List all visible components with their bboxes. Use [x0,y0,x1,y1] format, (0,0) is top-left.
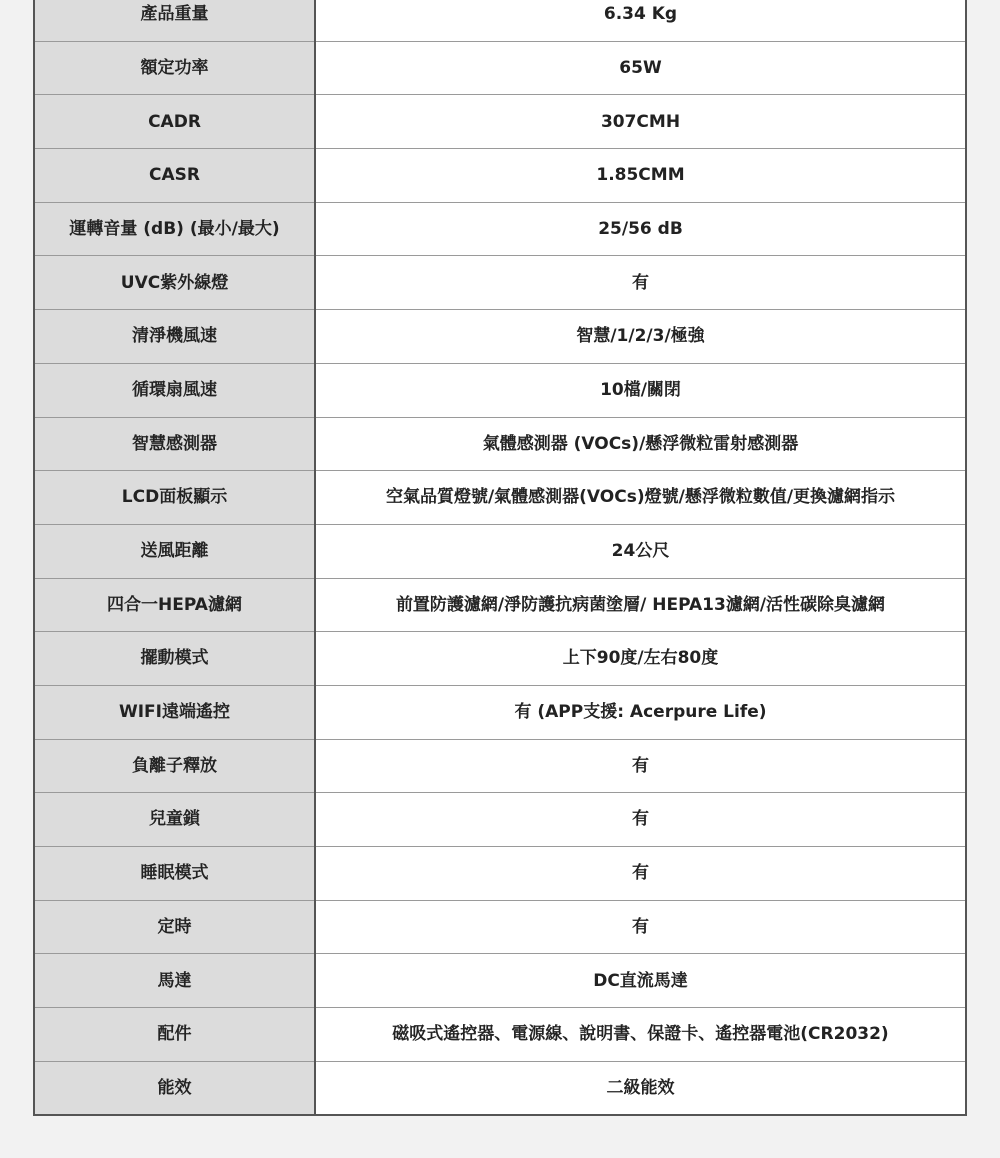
spec-label: 兒童鎖 [34,793,315,847]
spec-label: 運轉音量 (dB) (最小/最大) [34,202,315,256]
table-row [34,793,966,847]
spec-value: 智慧/1/2/3/極強 [315,310,966,364]
spec-value: 有 [315,739,966,793]
spec-value: DC直流馬達 [315,954,966,1008]
spec-label: 產品重量 [34,0,315,41]
spec-value: 有 [315,256,966,310]
table-row [34,471,966,525]
spec-value: 有 [315,847,966,901]
spec-value: 磁吸式遙控器、電源線、說明書、保證卡、遙控器電池(CR2032) [315,1008,966,1062]
table-row [34,95,966,149]
table-row [34,524,966,578]
spec-label: 額定功率 [34,41,315,95]
spec-label: WIFI遠端遙控 [34,685,315,739]
spec-value: 24公尺 [315,524,966,578]
spec-value: 6.34 Kg [315,0,966,41]
spec-value: 65W [315,41,966,95]
table-row [34,310,966,364]
spec-label: 配件 [34,1008,315,1062]
table-row [34,954,966,1008]
spec-label: 四合一HEPA濾網 [34,578,315,632]
table-row [34,739,966,793]
spec-value: 25/56 dB [315,202,966,256]
table-row [34,685,966,739]
spec-value: 10檔/關閉 [315,363,966,417]
table-row [34,363,966,417]
spec-label: 送風距離 [34,524,315,578]
spec-value: 有 (APP支援: Acerpure Life) [315,685,966,739]
spec-label: 馬達 [34,954,315,1008]
spec-value: 氣體感測器 (VOCs)/懸浮微粒雷射感測器 [315,417,966,471]
spec-value: 有 [315,793,966,847]
table-row [34,417,966,471]
spec-value: 前置防護濾網/淨防護抗病菌塗層/ HEPA13濾網/活性碳除臭濾網 [315,578,966,632]
table-row [34,578,966,632]
spec-label: LCD面板顯示 [34,471,315,525]
spec-label: 循環扇風速 [34,363,315,417]
spec-label: 清淨機風速 [34,310,315,364]
spec-label: 定時 [34,900,315,954]
table-row [34,149,966,203]
table-row [34,1008,966,1062]
spec-label: 能效 [34,1061,315,1115]
spec-label: UVC紫外線燈 [34,256,315,310]
table-row [34,900,966,954]
table-row [34,847,966,901]
spec-value: 上下90度/左右80度 [315,632,966,686]
spec-value: 二級能效 [315,1061,966,1115]
spec-table [33,0,967,1116]
spec-value: 有 [315,900,966,954]
spec-value: 307CMH [315,95,966,149]
spec-table-body [34,0,966,1115]
table-row [34,0,966,41]
spec-label: CADR [34,95,315,149]
spec-label: 睡眠模式 [34,847,315,901]
spec-value: 1.85CMM [315,149,966,203]
spec-label: 擺動模式 [34,632,315,686]
table-row [34,202,966,256]
spec-label: CASR [34,149,315,203]
spec-label: 負離子釋放 [34,739,315,793]
table-row [34,41,966,95]
spec-value: 空氣品質燈號/氣體感測器(VOCs)燈號/懸浮微粒數值/更換濾網指示 [315,471,966,525]
spec-label: 智慧感測器 [34,417,315,471]
table-row [34,256,966,310]
table-row [34,1061,966,1115]
table-row [34,632,966,686]
